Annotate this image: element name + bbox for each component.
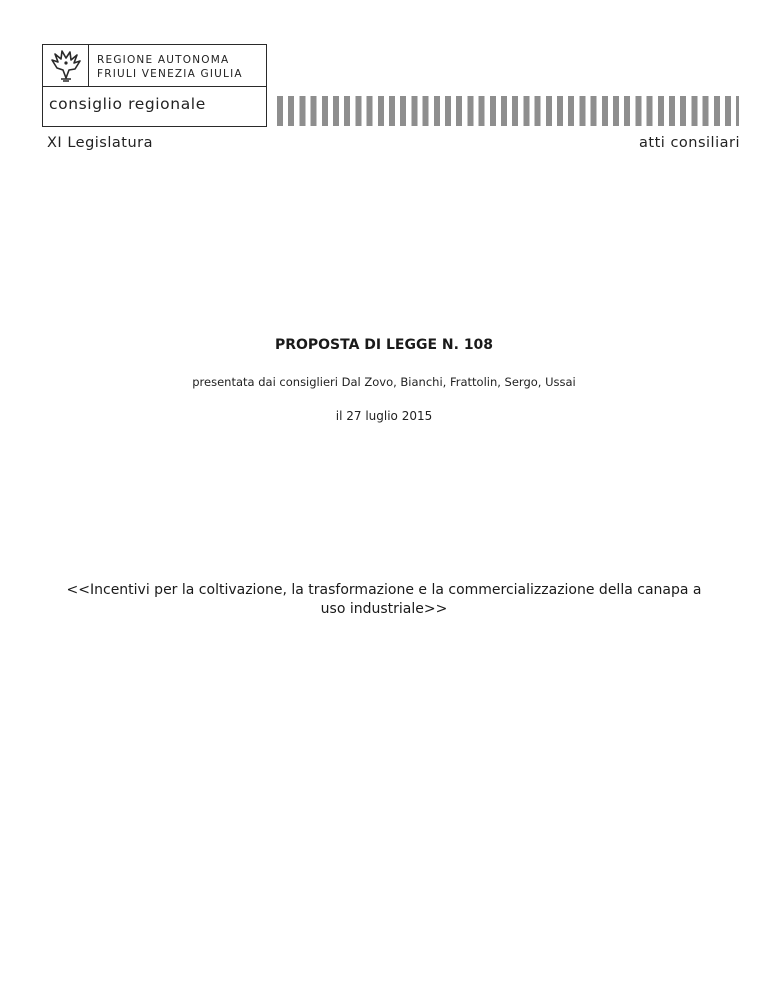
bill-subject: <<Incentivi per la coltivazione, la trasformazione e la commercializzazione della canapa a uso industriale>> (66, 582, 702, 617)
eagle-emblem-icon (43, 45, 89, 86)
section-label: atti consiliari (639, 135, 740, 151)
presenters-line: presentata dai consiglieri Dal Zovo, Bianchi, Frattolin, Sergo, Ussai (192, 375, 576, 389)
region-name-line-1: REGIONE AUTONOMA (97, 54, 230, 66)
decorative-bars (277, 96, 739, 126)
region-name-line-2: FRIULI VENEZIA GIULIA (97, 68, 243, 80)
region-header (43, 45, 266, 87)
legislature-label: XI Legislatura (47, 135, 153, 151)
document-title: PROPOSTA DI LEGGE N. 108 (274, 337, 494, 353)
council-name: consiglio regionale (49, 95, 206, 113)
council-logo (42, 44, 267, 127)
presentation-date: il 27 luglio 2015 (335, 409, 433, 423)
